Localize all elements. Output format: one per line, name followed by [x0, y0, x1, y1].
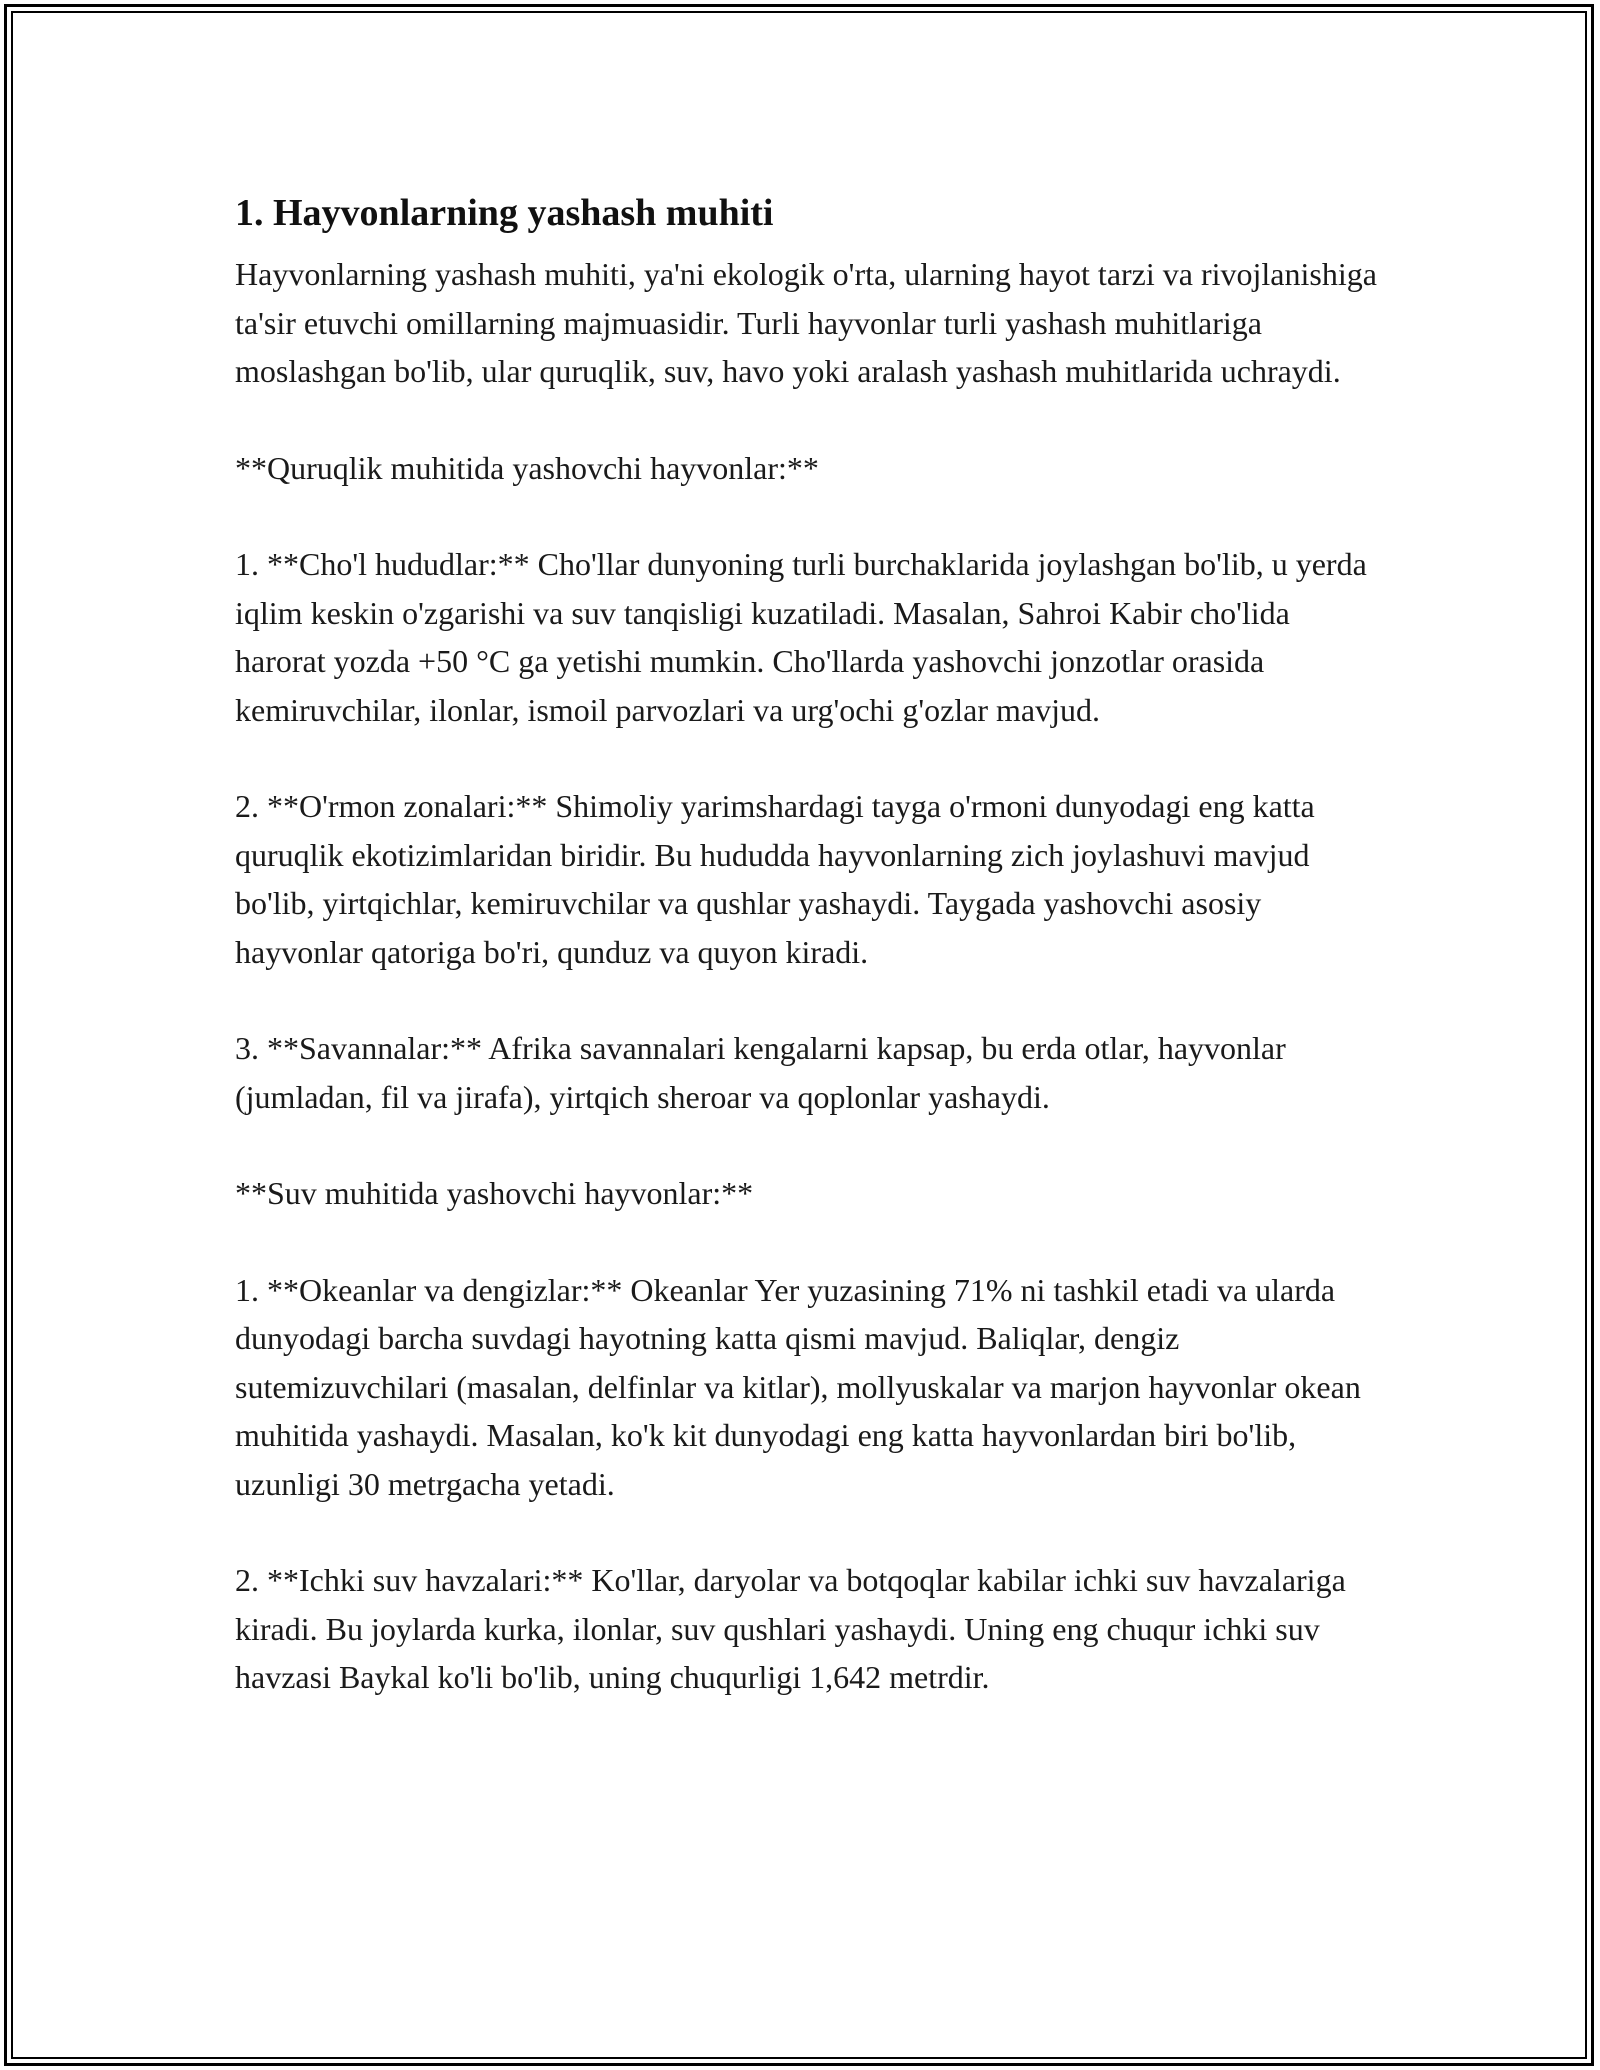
desert-paragraph: 1. **Cho'l hududlar:** Cho'llar dunyoning turli burchaklarida joylashgan bo'lib, u yerda iqlim keskin o'zgarishi va suv tanqisligi kuzatiladi. Masalan, Sahroi Kabir cho'lida harorat yozda +50 °C ga yetishi mumkin. Cho'llarda yashovchi jonzotlar orasida kemiruvchilar, ilonlar, ismoil parvozlari va urg'ochi g'ozlar mavjud. — [235, 546, 1367, 728]
water-habitat-subheading: **Suv muhitida yashovchi hayvonlar:** — [235, 1175, 754, 1211]
inland-water-paragraph: 2. **Ichki suv havzalari:** Ko'llar, daryolar va botqoqlar kabilar ichki suv havzalariga kiradi. Bu joylarda kurka, ilonlar, suv qushlari yashaydi. Uning eng chuqur ichki suv havzasi Baykal ko'li bo'lib, uning chuqurligi 1,642 metrdir. — [235, 1562, 1346, 1695]
document-body — [235, 183, 1380, 1750]
savanna-paragraph: 3. **Savannalar:** Afrika savannalari kengalarni kapsap, bu erda otlar, hayvonlar (jumladan, fil va jirafa), yirtqich sheroar va qoplonlar yashaydi. — [235, 1030, 1286, 1115]
section-heading: 1. Hayvonlarning yashash muhiti — [235, 192, 774, 234]
ocean-paragraph: 1. **Okeanlar va dengizlar:** Okeanlar Yer yuzasining 71% ni tashkil etadi va ularda dunyodagi barcha suvdagi hayotning katta qismi mavjud. Baliqlar, dengiz sutemizuvchilari (masalan, delfinlar va kitlar), mollyuskalar va marjon hayvonlar okean muhitida yashaydi. Masalan, ko'k kit dunyodagi eng katta hayvonlardan biri bo'lib, uzunligi 30 metrgacha yetadi. — [235, 1271, 1361, 1502]
land-habitat-subheading: **Quruqlik muhitida yashovchi hayvonlar:** — [235, 449, 819, 486]
intro-paragraph: Hayvonlarning yashash muhiti, ya'ni ekologik o'rta, ularning hayot tarzi va rivojlanishiga ta'sir etuvchi omillarning majmuasidir. Turli hayvonlar turli yashash muhitlariga moslashgan bo'lib, ular quruqlik, suv, havo yoki aralash yashash muhitlarida uchraydi. — [235, 256, 1377, 389]
forest-paragraph: 2. **O'rmon zonalari:** Shimoliy yarimshardagi tayga o'rmoni dunyodagi eng katta quruqlik ekotizimlaridan biridir. Bu hududda hayvonlarning zich joylashuvi mavjud bo'lib, yirtqichlar, kemiruvchilar va qushlar yashaydi. Taygada yashovchi asosiy hayvonlar qatoriga bo'ri, qunduz va quyon kiradi. — [235, 788, 1315, 970]
